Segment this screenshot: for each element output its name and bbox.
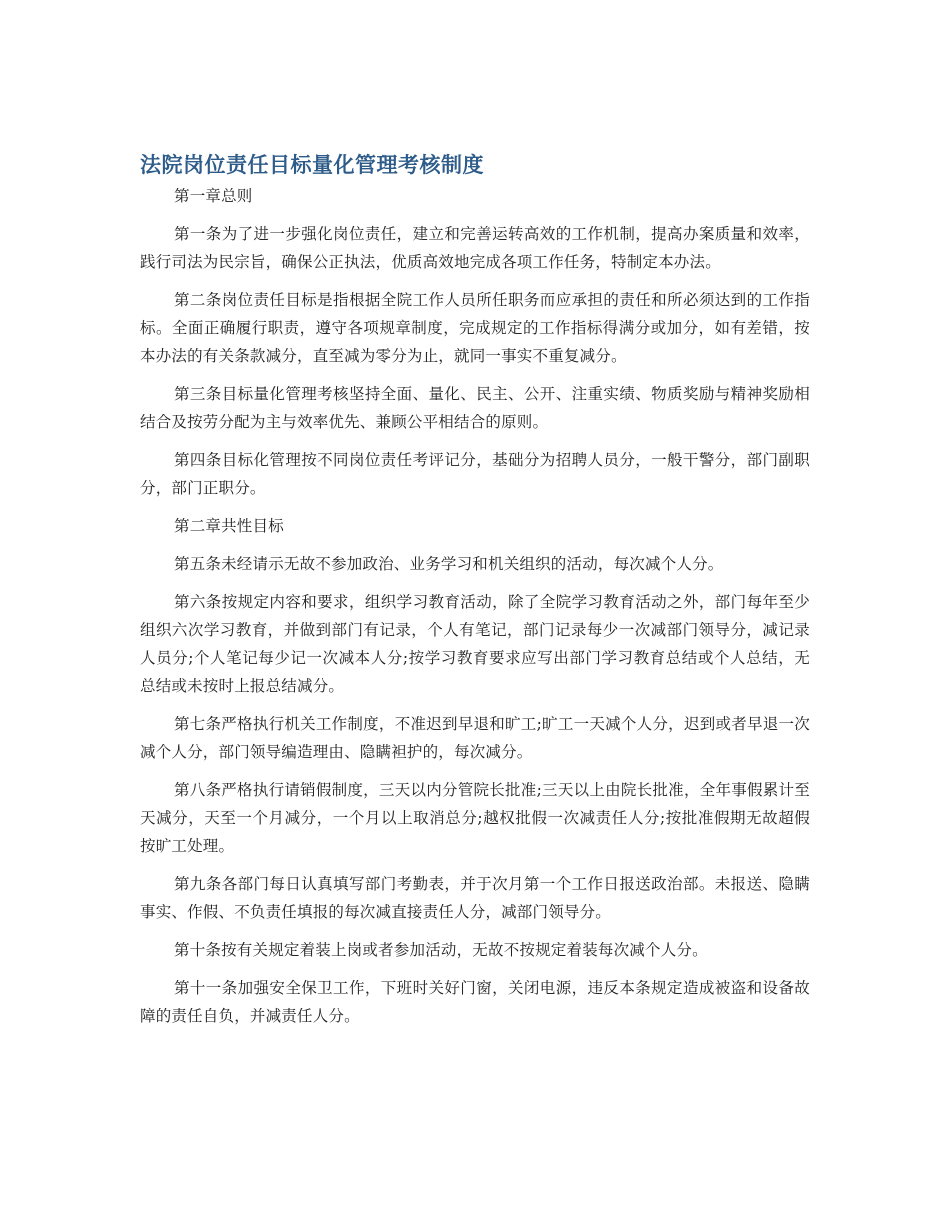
article-6: 第六条按规定内容和要求，组织学习教育活动，除了全院学习教育活动之外，部门每年至少组织六次学习教育，并做到部门有记录，个人有笔记，部门记录每少一次减部门领导分，减记录人员分;个人笔记每少记一次减本人分;按学习教育要求应写出部门学习教育总结或个人总结，无总结或未按时上报总结减分。 — [140, 593, 810, 695]
document-body — [140, 150, 810, 1040]
chapter-heading-1: 第一章总则 — [174, 187, 253, 205]
article-10: 第十条按有关规定着装上岗或者参加活动，无故不按规定着装每次减个人分。 — [174, 941, 708, 959]
article-2: 第二条岗位责任目标是指根据全院工作人员所任职务而应承担的责任和所必须达到的工作指标。全面正确履行职责，遵守各项规章制度，完成规定的工作指标得满分或加分，如有差错，按本办法的有关条款减分，直至减为零分为止，就同一事实不重复减分。 — [140, 291, 810, 365]
article-1: 第一条为了进一步强化岗位责任，建立和完善运转高效的工作机制，提高办案质量和效率，践行司法为民宗旨，确保公正执法，优质高效地完成各项工作任务，特制定本办法。 — [140, 225, 810, 271]
chapter-heading-2: 第二章共性目标 — [174, 517, 284, 535]
article-5: 第五条未经请示无故不参加政治、业务学习和机关组织的活动，每次减个人分。 — [174, 555, 724, 573]
document-title: 法院岗位责任目标量化管理考核制度 — [140, 153, 484, 177]
article-3: 第三条目标量化管理考核坚持全面、量化、民主、公开、注重实绩、物质奖励与精神奖励相结合及按劳分配为主与效率优先、兼顾公平相结合的原则。 — [140, 385, 810, 431]
article-9: 第九条各部门每日认真填写部门考勤表，并于次月第一个工作日报送政治部。未报送、隐瞒事实、作假、不负责任填报的每次减直接责任人分，减部门领导分。 — [140, 875, 810, 921]
article-8: 第八条严格执行请销假制度，三天以内分管院长批准;三天以上由院长批准，全年事假累计至天减分，天至一个月减分，一个月以上取消总分;越权批假一次减责任人分;按批准假期无故超假按旷工处理。 — [140, 781, 810, 855]
article-11: 第十一条加强安全保卫工作，下班时关好门窗，关闭电源，违反本条规定造成被盗和设备故障的责任自负，并减责任人分。 — [140, 979, 810, 1025]
article-7: 第七条严格执行机关工作制度，不准迟到早退和旷工;旷工一天减个人分，迟到或者早退一次减个人分，部门领导编造理由、隐瞒袒护的，每次减分。 — [140, 715, 810, 761]
article-4: 第四条目标化管理按不同岗位责任考评记分，基础分为招聘人员分，一般干警分，部门副职分，部门正职分。 — [140, 451, 810, 497]
